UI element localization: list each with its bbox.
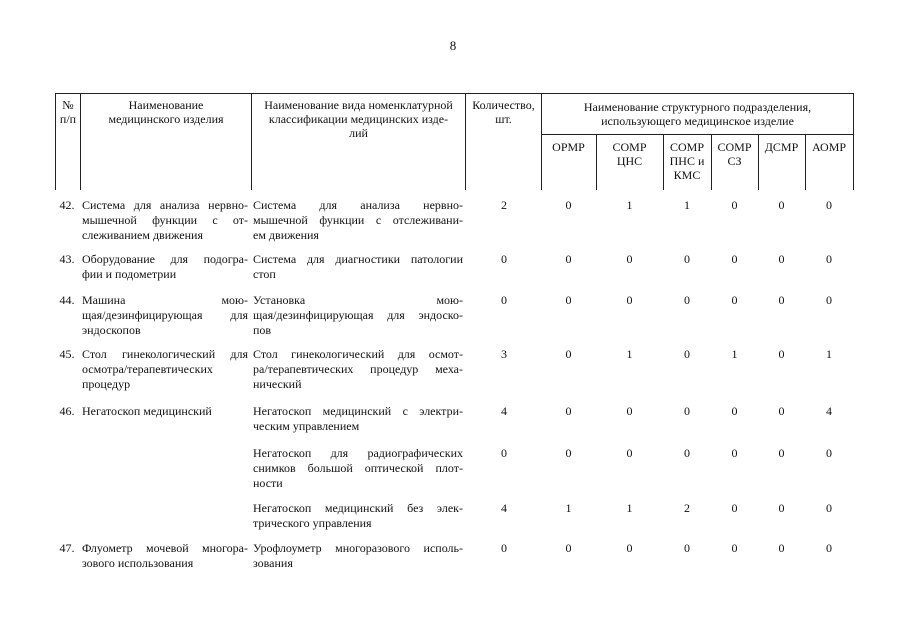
header-kind-name: Наименование вида номенклатурной классификации медицинских изде- лий [264, 98, 453, 140]
header-sub-divider [541, 134, 854, 135]
unit-value-1: 0 [626, 252, 633, 266]
header-device-name: Наименование медицинского изделия [108, 98, 224, 126]
unit-value-1: 1 [626, 198, 633, 212]
row-number: 45. [59, 347, 75, 361]
unit-value-1: 1 [626, 347, 633, 361]
unit-value-3: 0 [731, 293, 738, 307]
quantity-value: 0 [501, 541, 507, 555]
unit-value-1: 0 [626, 541, 633, 555]
unit-value-4: 0 [778, 293, 785, 307]
kind-name: Негатоскоп медицинский без элек- трического управления [253, 501, 463, 530]
row-number: 44. [59, 293, 75, 307]
header-unit-4: ДСМР [764, 140, 799, 154]
device-name: Машина мою- щая/дезинфицирующая для эндоскопов [82, 293, 248, 337]
unit-value-2: 2 [684, 501, 690, 515]
unit-value-5: 0 [826, 446, 832, 460]
unit-value-4: 0 [778, 446, 785, 460]
unit-value-2: 0 [684, 347, 690, 361]
unit-value-2: 0 [684, 404, 690, 418]
device-name: Стол гинекологический для осмотра/терапевтических процедур [82, 347, 248, 391]
unit-value-0: 0 [565, 446, 572, 460]
unit-value-4: 0 [778, 541, 785, 555]
unit-value-2: 0 [684, 446, 690, 460]
header-unit-2: СОМР ПНС и КМС [669, 140, 705, 182]
kind-name: Стол гинекологический для осмот- ра/терапевтических процедур меха- нический [253, 347, 463, 391]
device-name: Оборудование для подогра- фии и подометрии [82, 252, 248, 281]
unit-value-5: 1 [826, 347, 832, 361]
header-top-border [55, 93, 854, 94]
unit-value-3: 0 [731, 198, 738, 212]
unit-value-5: 4 [826, 404, 832, 418]
device-name: Система для анализа нервно- мышечной функции с от- слеживанием движения [82, 198, 248, 242]
quantity-value: 0 [501, 293, 507, 307]
header-col-border [853, 93, 854, 190]
unit-value-0: 1 [565, 501, 572, 515]
kind-name: Установка мою- щая/дезинфицирующая для эндоско- пов [253, 293, 463, 337]
header-unit-3: СОМР СЗ [717, 140, 752, 168]
page-number: 8 [449, 38, 457, 53]
header-units: Наименование структурного подразделения, использующего медицинское изделие [583, 100, 812, 128]
quantity-value: 3 [501, 347, 507, 361]
unit-value-1: 1 [626, 501, 633, 515]
unit-value-3: 1 [731, 347, 738, 361]
unit-value-0: 0 [565, 404, 572, 418]
unit-value-3: 0 [731, 501, 738, 515]
quantity-value: 0 [501, 446, 507, 460]
header-unit-1: СОМР ЦНС [612, 140, 647, 168]
kind-name: Урофлоуметр многоразового исполь- зования [253, 541, 463, 570]
kind-name: Система для диагностики патологии стоп [253, 252, 463, 281]
row-number: 46. [59, 404, 75, 418]
unit-value-0: 0 [565, 252, 572, 266]
kind-name: Система для анализа нервно- мышечной функции с отслеживани- ем движения [253, 198, 463, 242]
unit-value-4: 0 [778, 501, 785, 515]
unit-value-3: 0 [731, 446, 738, 460]
header-unit-5: АОМР [811, 140, 847, 154]
kind-name: Негатоскоп для радиографических снимков большой оптической плот- ности [253, 446, 463, 490]
unit-value-2: 0 [684, 252, 690, 266]
unit-value-0: 0 [565, 198, 572, 212]
unit-value-5: 0 [826, 541, 832, 555]
unit-value-3: 0 [731, 541, 738, 555]
unit-value-5: 0 [826, 501, 832, 515]
unit-value-0: 0 [565, 293, 572, 307]
unit-value-4: 0 [778, 198, 785, 212]
unit-value-5: 0 [826, 252, 832, 266]
unit-value-3: 0 [731, 404, 738, 418]
quantity-value: 4 [501, 404, 507, 418]
unit-value-4: 0 [778, 252, 785, 266]
unit-value-5: 0 [826, 198, 832, 212]
unit-value-2: 0 [684, 293, 690, 307]
unit-value-1: 0 [626, 446, 633, 460]
unit-value-3: 0 [731, 252, 738, 266]
unit-value-2: 1 [684, 198, 690, 212]
unit-value-1: 0 [626, 404, 633, 418]
unit-value-0: 0 [565, 347, 572, 361]
row-number: 43. [59, 252, 75, 266]
unit-value-4: 0 [778, 347, 785, 361]
unit-value-1: 0 [626, 293, 633, 307]
device-name: Негатоскоп медицинский [82, 404, 212, 418]
unit-value-2: 0 [684, 541, 690, 555]
unit-value-5: 0 [826, 293, 832, 307]
header-unit-0: ОРМР [552, 140, 585, 154]
header-quantity: Количество, шт. [472, 98, 535, 126]
quantity-value: 4 [501, 501, 507, 515]
row-number: 42. [59, 198, 75, 212]
quantity-value: 0 [501, 252, 507, 266]
row-number: 47. [59, 541, 75, 555]
unit-value-4: 0 [778, 404, 785, 418]
kind-name: Негатоскоп медицинский с электри- ческим управлением [253, 404, 463, 433]
header-number: № п/п [59, 98, 77, 126]
device-name: Флуометр мочевой многора- зового использования [82, 541, 248, 570]
unit-value-0: 0 [565, 541, 572, 555]
quantity-value: 2 [501, 198, 507, 212]
